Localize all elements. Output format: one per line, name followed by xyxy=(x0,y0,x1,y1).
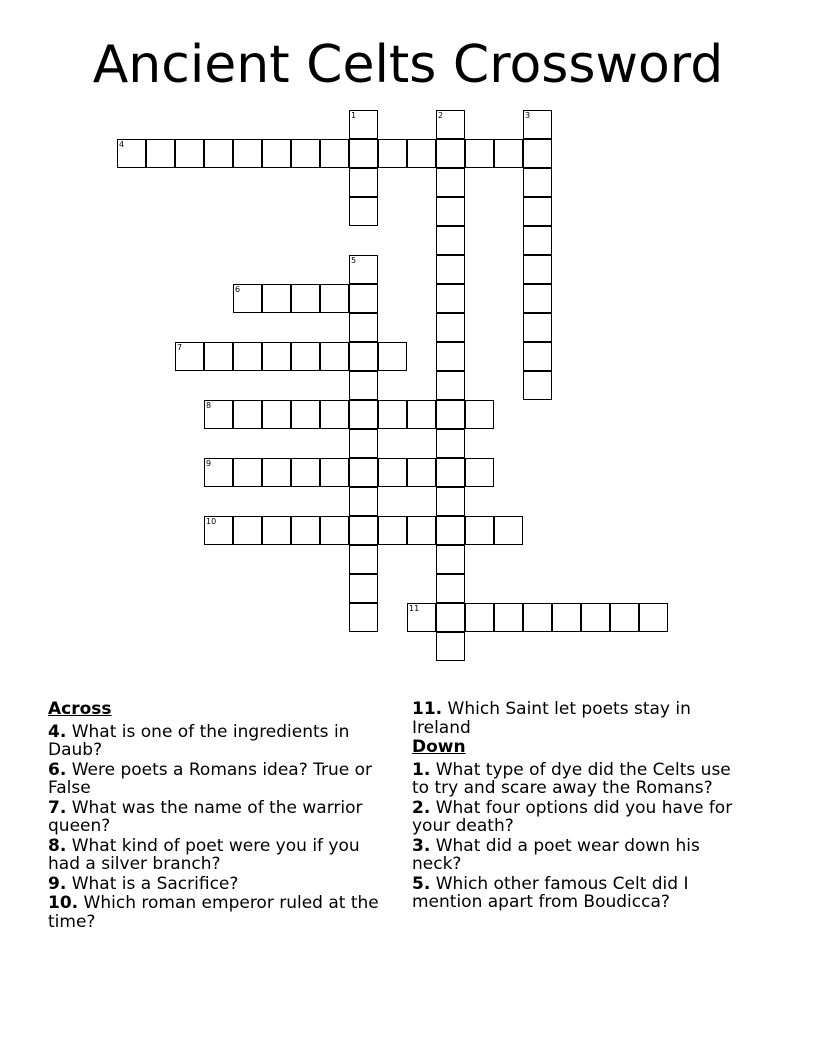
grid-cell[interactable] xyxy=(436,371,465,400)
grid-cell[interactable] xyxy=(436,255,465,284)
grid-cell[interactable] xyxy=(349,255,378,284)
grid-cell[interactable] xyxy=(523,255,552,284)
grid-cell[interactable] xyxy=(523,371,552,400)
clue-down-2: 2. What four options did you have for your death? xyxy=(412,797,733,836)
clue-across-11: 11. Which Saint let poets stay in Ireland xyxy=(412,699,691,738)
cell-number: 3 xyxy=(525,111,531,120)
cell-number: 2 xyxy=(438,111,444,120)
grid-cell[interactable] xyxy=(262,342,291,371)
clue-number: 3 xyxy=(412,835,424,856)
clue-text: What type of dye did the Celts use to try and scare away the Romans? xyxy=(412,759,731,798)
grid-cell[interactable] xyxy=(349,284,378,313)
grid-cell[interactable] xyxy=(349,516,378,545)
clues-right-column xyxy=(412,700,752,913)
grid-cell[interactable] xyxy=(523,313,552,342)
grid-cell[interactable] xyxy=(523,110,552,139)
grid-cell[interactable] xyxy=(233,284,262,313)
grid-cell[interactable] xyxy=(465,139,494,168)
cell-number: 4 xyxy=(119,140,125,149)
cell-number: 1 xyxy=(351,111,357,120)
cell-number: 5 xyxy=(351,256,357,265)
grid-cell[interactable] xyxy=(204,342,233,371)
grid-cell[interactable] xyxy=(494,139,523,168)
grid-cell[interactable] xyxy=(291,400,320,429)
grid-cell[interactable] xyxy=(233,342,262,371)
grid-cell[interactable] xyxy=(262,284,291,313)
clue-number: 1 xyxy=(412,759,424,780)
grid-cell[interactable] xyxy=(523,284,552,313)
clue-text: What did a poet wear down his neck? xyxy=(412,835,700,874)
clue-number: 4 xyxy=(48,721,60,742)
grid-cell[interactable] xyxy=(262,400,291,429)
grid-cell[interactable] xyxy=(175,342,204,371)
grid-cell[interactable] xyxy=(233,516,262,545)
grid-cell[interactable] xyxy=(349,110,378,139)
grid-cell[interactable] xyxy=(349,487,378,516)
clue-number: 5 xyxy=(412,873,424,894)
clues-left-column xyxy=(48,700,388,932)
grid-cell[interactable] xyxy=(436,487,465,516)
grid-cell[interactable] xyxy=(494,516,523,545)
cell-number: 11 xyxy=(409,604,420,613)
grid-cell[interactable] xyxy=(349,458,378,487)
grid-cell[interactable] xyxy=(465,400,494,429)
cell-number: 9 xyxy=(206,459,212,468)
grid-cell[interactable] xyxy=(204,458,233,487)
clue-number: 8 xyxy=(48,835,60,856)
grid-cell[interactable] xyxy=(523,226,552,255)
grid-cell[interactable] xyxy=(436,603,465,632)
clue-across-6: 6. Were poets a Romans idea? True or False xyxy=(48,759,373,798)
grid-cell[interactable] xyxy=(523,197,552,226)
clue-number: 9 xyxy=(48,873,60,894)
clue-text: Which Saint let poets stay in Ireland xyxy=(412,699,691,738)
grid-cell[interactable] xyxy=(262,458,291,487)
clue-number: 2 xyxy=(412,797,424,818)
grid-cell[interactable] xyxy=(320,284,349,313)
grid-cell[interactable] xyxy=(349,168,378,197)
grid-cell[interactable] xyxy=(494,603,523,632)
grid-cell[interactable] xyxy=(407,603,436,632)
grid-cell[interactable] xyxy=(291,342,320,371)
grid-cell[interactable] xyxy=(436,139,465,168)
grid-cell[interactable] xyxy=(233,400,262,429)
clue-text: What was the name of the warrior queen? xyxy=(48,797,363,836)
grid-cell[interactable] xyxy=(320,400,349,429)
grid-cell[interactable] xyxy=(436,168,465,197)
grid-cell[interactable] xyxy=(349,574,378,603)
grid-cell[interactable] xyxy=(233,458,262,487)
grid-cell[interactable] xyxy=(204,400,233,429)
grid-cell[interactable] xyxy=(204,516,233,545)
grid-cell[interactable] xyxy=(465,458,494,487)
clue-across-8: 8. What kind of poet were you if you had a silver branch? xyxy=(48,835,360,874)
grid-cell[interactable] xyxy=(436,516,465,545)
grid-cell[interactable] xyxy=(610,603,639,632)
clue-down-5: 5. Which other famous Celt did I mention apart from Boudicca? xyxy=(412,873,689,912)
grid-cell[interactable] xyxy=(436,574,465,603)
grid-cell[interactable] xyxy=(378,139,407,168)
grid-cell[interactable] xyxy=(523,342,552,371)
cell-number: 8 xyxy=(206,401,212,410)
grid-cell[interactable] xyxy=(378,342,407,371)
grid-cell[interactable] xyxy=(349,545,378,574)
clue-number: 10 xyxy=(48,893,72,913)
grid-cell[interactable] xyxy=(320,342,349,371)
grid-cell[interactable] xyxy=(407,516,436,545)
grid-cell[interactable] xyxy=(349,603,378,632)
grid-cell[interactable] xyxy=(378,516,407,545)
grid-cell[interactable] xyxy=(320,458,349,487)
clue-across-4: 4. What is one of the ingredients in Daub? xyxy=(48,721,350,760)
grid-cell[interactable] xyxy=(436,110,465,139)
grid-cell[interactable] xyxy=(436,226,465,255)
grid-cell[interactable] xyxy=(436,342,465,371)
grid-cell[interactable] xyxy=(552,603,581,632)
grid-cell[interactable] xyxy=(523,139,552,168)
grid-cell[interactable] xyxy=(436,458,465,487)
clue-number: 6 xyxy=(48,759,60,780)
cell-number: 6 xyxy=(235,285,241,294)
clue-number: 11 xyxy=(412,699,436,719)
grid-cell[interactable] xyxy=(581,603,610,632)
cell-number: 10 xyxy=(206,517,217,526)
grid-cell[interactable] xyxy=(436,400,465,429)
grid-cell[interactable] xyxy=(320,139,349,168)
clue-down-3: 3. What did a poet wear down his neck? xyxy=(412,835,700,874)
grid-cell[interactable] xyxy=(349,429,378,458)
grid-cell[interactable] xyxy=(436,284,465,313)
grid-cell[interactable] xyxy=(523,168,552,197)
grid-cell[interactable] xyxy=(407,400,436,429)
grid-cell[interactable] xyxy=(436,313,465,342)
grid-cell[interactable] xyxy=(407,458,436,487)
grid-cell[interactable] xyxy=(175,139,204,168)
clue-text: Were poets a Romans idea? True or False xyxy=(48,759,373,798)
clue-text: What kind of poet were you if you had a silver branch? xyxy=(48,835,360,874)
clue-text: Which other famous Celt did I mention apart from Boudicca? xyxy=(412,873,689,912)
grid-cell[interactable] xyxy=(436,545,465,574)
down-heading: Down xyxy=(412,737,466,757)
grid-cell[interactable] xyxy=(349,371,378,400)
clue-across-10: 10. Which roman emperor ruled at the time? xyxy=(48,893,379,932)
grid-cell[interactable] xyxy=(291,516,320,545)
grid-cell[interactable] xyxy=(262,139,291,168)
clue-text: What four options did you have for your death? xyxy=(412,797,733,836)
page-title: Ancient Celts Crossword xyxy=(92,35,724,95)
grid-cell[interactable] xyxy=(262,516,291,545)
across-heading: Across xyxy=(48,699,112,719)
grid-cell[interactable] xyxy=(378,458,407,487)
grid-cell[interactable] xyxy=(378,400,407,429)
grid-cell[interactable] xyxy=(349,139,378,168)
grid-cell[interactable] xyxy=(436,632,465,661)
grid-cell[interactable] xyxy=(349,342,378,371)
grid-cell[interactable] xyxy=(465,603,494,632)
grid-cell[interactable] xyxy=(349,313,378,342)
grid-cell[interactable] xyxy=(204,139,233,168)
grid-cell[interactable] xyxy=(117,139,146,168)
grid-cell[interactable] xyxy=(523,603,552,632)
clue-text: Which roman emperor ruled at the time? xyxy=(48,893,379,932)
grid-cell[interactable] xyxy=(407,139,436,168)
grid-cell[interactable] xyxy=(291,139,320,168)
clue-text: What is one of the ingredients in Daub? xyxy=(48,721,350,760)
clue-across-9: 9. What is a Sacrifice? xyxy=(48,873,239,894)
grid-cell[interactable] xyxy=(436,197,465,226)
grid-cell[interactable] xyxy=(349,197,378,226)
grid-cell[interactable] xyxy=(146,139,175,168)
grid-cell[interactable] xyxy=(291,284,320,313)
clue-text: What is a Sacrifice? xyxy=(71,873,239,894)
grid-cell[interactable] xyxy=(291,458,320,487)
grid-cell[interactable] xyxy=(349,400,378,429)
grid-cell[interactable] xyxy=(465,516,494,545)
cell-number: 7 xyxy=(177,343,183,352)
clue-down-1: 1. What type of dye did the Celts use to try and scare away the Romans? xyxy=(412,759,731,798)
grid-cell[interactable] xyxy=(436,429,465,458)
grid-cell[interactable] xyxy=(320,516,349,545)
grid-cell[interactable] xyxy=(639,603,668,632)
clue-across-7: 7. What was the name of the warrior queen? xyxy=(48,797,363,836)
clue-number: 7 xyxy=(48,797,60,818)
grid-cell[interactable] xyxy=(233,139,262,168)
